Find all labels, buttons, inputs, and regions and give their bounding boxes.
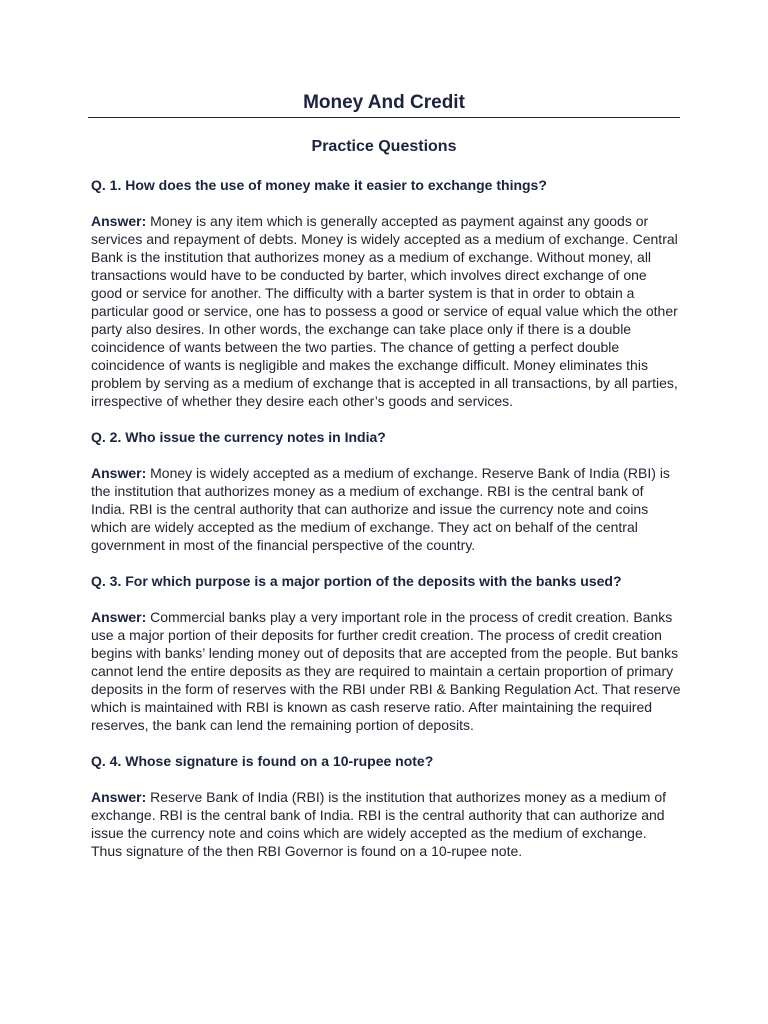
question-4: Q. 4. Whose signature is found on a 10-rupee note? bbox=[91, 753, 434, 769]
answer-label: Answer: bbox=[91, 609, 147, 625]
answer-text: Money is widely accepted as a medium of exchange. Reserve Bank of India (RBI) is the institution that authorizes money as a medium of exchange. RBI is the central bank of India. RBI is the central authority that can authorize and issue the currency note and coins which are widely accepted as the medium of exchange. They act on behalf of the central government in most of the financial perspective of the country. bbox=[91, 465, 670, 553]
answer-text: Reserve Bank of India (RBI) is the institution that authorizes money as a medium of exchange. RBI is the central bank of India. RBI is the central authority that can authorize and issue the currency note and coins which are widely accepted as the medium of exchange. Thus signature of the then RBI Governor is found on a 10-rupee note. bbox=[91, 789, 667, 859]
answer-text: Money is any item which is generally accepted as payment against any goods or services and repayment of debts. Money is widely accepted as a medium of exchange. Central Bank is the institution that authorizes money as a medium of exchange. Without money, all transactions would have to be conducted by barter, which involves direct exchange of one good or service for another. The difficulty with a barter system is that in order to obtain a particular good or service, one has to possess a good or service of equal value which the other party also desires. In other words, the exchange can take place only if there is a double coincidence of wants between the two parties. The chance of getting a perfect double coincidence of wants is negligible and makes the exchange difficult. Money eliminates this problem by serving as a medium of exchange that is accepted in all transactions, by all parties, irrespective of whether they desire each other’s goods and services. bbox=[91, 213, 678, 409]
qa-item-1 bbox=[91, 176, 681, 410]
answer-2 bbox=[91, 464, 681, 554]
answer-4 bbox=[91, 788, 681, 860]
question-1: Q. 1. How does the use of money make it easier to exchange things? bbox=[91, 177, 547, 193]
qa-item-4 bbox=[91, 752, 681, 860]
document-subtitle: Practice Questions bbox=[311, 138, 457, 155]
title-divider bbox=[88, 117, 680, 118]
answer-text: Commercial banks play a very important role in the process of credit creation. Banks use a major portion of their deposits for further credit creation. The process of credit creation begins with banks’ lending money out of deposits that are accepted from the people. But banks cannot lend the entire deposits as they are required to maintain a certain proportion of primary deposits in the form of reserves with the RBI under RBI & Banking Regulation Act. That reserve which is maintained with RBI is known as cash reserve ratio. After maintaining the required reserves, the bank can lend the remaining portion of deposits. bbox=[91, 609, 681, 733]
answer-label: Answer: bbox=[91, 789, 147, 805]
answer-label: Answer: bbox=[91, 465, 147, 481]
qa-item-3 bbox=[91, 572, 681, 734]
qa-list bbox=[91, 176, 681, 878]
question-3: Q. 3. For which purpose is a major portion of the deposits with the banks used? bbox=[91, 573, 622, 589]
answer-label: Answer: bbox=[91, 213, 147, 229]
answer-3 bbox=[91, 608, 681, 734]
document-title: Money And Credit bbox=[303, 92, 465, 113]
question-2: Q. 2. Who issue the currency notes in India? bbox=[91, 429, 386, 445]
answer-1 bbox=[91, 212, 681, 410]
qa-item-2 bbox=[91, 428, 681, 554]
